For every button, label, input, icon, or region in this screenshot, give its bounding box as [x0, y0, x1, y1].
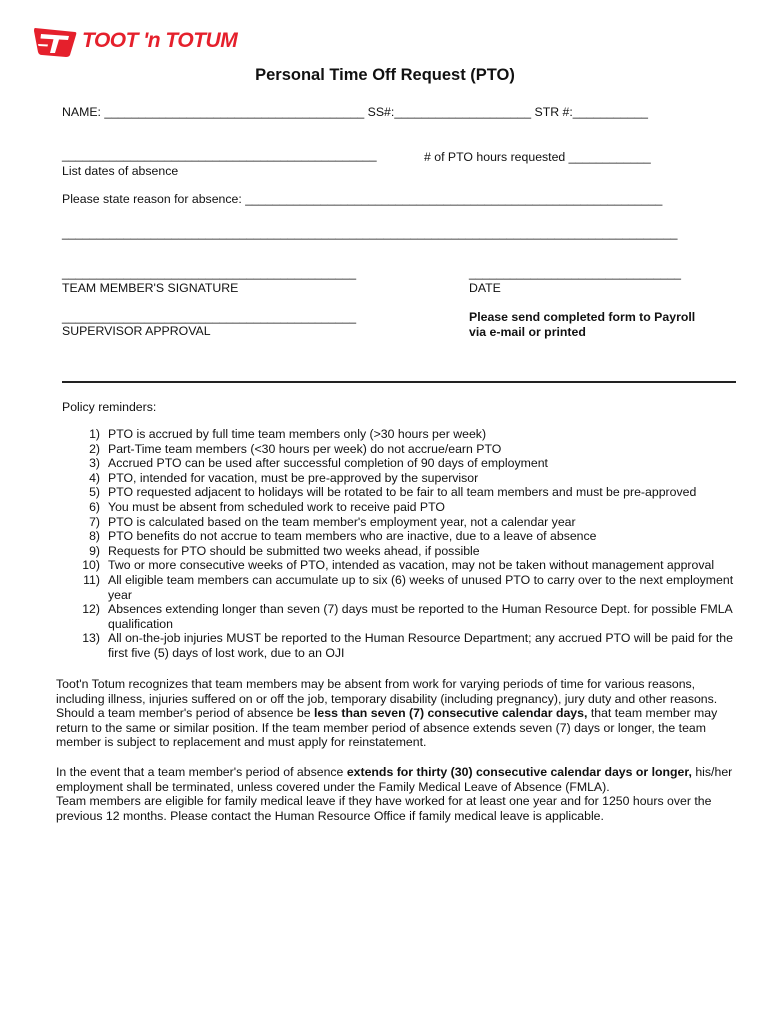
list-item-number: 5) — [89, 485, 100, 500]
list-item — [62, 544, 742, 559]
supervisor-approval-field[interactable]: ___________________________________________ — [62, 310, 357, 324]
list-item — [62, 573, 742, 602]
absence-dates-label: List dates of absence — [62, 164, 179, 178]
toot-n-totum-logo-icon — [32, 24, 78, 60]
list-item — [62, 529, 742, 544]
list-item-text: Requests for PTO should be submitted two weeks ahead, if possible — [108, 543, 480, 558]
paragraph-text: his/her employment shall be terminated, unless covered under the Family Medical Leave of Absence (FMLA). — [56, 765, 733, 794]
list-item — [62, 631, 742, 660]
policy-list — [62, 427, 742, 661]
list-item-number: 2) — [89, 441, 100, 456]
fmla-eligibility-text: Team members are eligible for family medical leave if they have worked for at least one year and for 1250 hours over the previous 12 months. Please contact the Human Resource Office if family medical leave is applicable. — [56, 794, 712, 823]
list-item-text: PTO is accrued by full time team members only (>30 hours per week) — [108, 427, 487, 441]
brand-wordmark: TOOT 'n TOTUM — [82, 29, 238, 52]
paragraph-text: Toot'n Totum recognizes that team members may be absent from work for varying periods of time for various reasons, including illness, injuries suffered on or off the job, temporary disability (including pregnancy), jury duty and other reasons. Should a team member's period of absence be — [56, 677, 718, 721]
list-item-text: PTO benefits do not accrue to team members who are inactive, due to a leave of absence — [108, 529, 597, 544]
signature-field[interactable]: ___________________________________________ — [62, 266, 357, 280]
list-item-text: PTO is calculated based on the team member's employment year, not a calendar year — [108, 514, 576, 529]
list-item-number: 1) — [89, 427, 100, 441]
list-item-number: 4) — [89, 470, 100, 485]
list-item-text: PTO, intended for vacation, must be pre-approved by the supervisor — [108, 470, 479, 485]
send-instructions-line1: Please send completed form to Payroll — [469, 310, 696, 324]
list-item-number: 11) — [83, 572, 100, 587]
absence-reason-field[interactable]: Please state reason for absence: _____________________________________________________________ — [62, 192, 663, 206]
paragraph-text: In the event that a team member's period of absence — [56, 765, 347, 779]
list-item-text: All eligible team members can accumulate up to six (6) weeks of unused PTO to carry over to the next employment year — [108, 572, 734, 602]
list-item — [62, 471, 742, 486]
list-item-number: 10) — [82, 558, 100, 573]
send-instructions-line2: via e-mail or printed — [469, 325, 586, 339]
supervisor-approval-label: SUPERVISOR APPROVAL — [62, 324, 211, 338]
paragraph-emphasis: less than seven (7) consecutive calendar days, — [314, 706, 588, 721]
list-item — [62, 456, 742, 471]
list-item-text: Part-Time team members (<30 hours per week) do not accrue/earn PTO — [108, 441, 502, 456]
list-item — [62, 442, 742, 457]
date-field[interactable]: _______________________________ — [469, 266, 682, 280]
policy-heading: Policy reminders: — [62, 400, 157, 414]
list-item-number: 6) — [89, 499, 100, 514]
list-item-number: 12) — [82, 602, 100, 617]
list-item — [62, 515, 742, 530]
list-item — [62, 500, 742, 515]
signature-label: TEAM MEMBER'S SIGNATURE — [62, 281, 239, 295]
list-item-text: Accrued PTO can be used after successful completion of 90 days of employment — [108, 456, 548, 471]
page-title: Personal Time Off Request (PTO) — [255, 66, 515, 84]
pto-hours-field[interactable]: # of PTO hours requested ____________ — [424, 150, 651, 164]
paragraph-text: that team member may return to the same or similar position. If the team member period of absence extends seven (7) days or longer, the team member is subject to replacement and must apply for reinstatement. — [56, 706, 718, 750]
termination-policy-paragraph — [56, 765, 736, 823]
absence-dates-field[interactable]: ______________________________________________ — [62, 148, 377, 162]
list-item-number: 13) — [82, 631, 100, 646]
list-item-text: All on-the-job injuries MUST be reported to the Human Resource Department; any accrued PTO will be paid for the first five (5) days of lost work, due to an OJI — [108, 631, 733, 660]
date-label: DATE — [469, 281, 501, 295]
list-item — [62, 602, 742, 631]
paragraph-emphasis: extends for thirty (30) consecutive calendar days or longer, — [346, 765, 692, 779]
list-item-text: Two or more consecutive weeks of PTO, intended as vacation, may not be taken without management approval — [108, 558, 715, 573]
list-item — [62, 558, 742, 573]
list-item-number: 8) — [89, 529, 100, 544]
name-ss-str-field[interactable]: NAME: ______________________________________ SS#:____________________ STR #:___________ — [62, 105, 649, 119]
list-item-number: 3) — [89, 456, 100, 471]
list-item — [62, 427, 742, 442]
section-divider — [62, 381, 736, 383]
list-item-text: Absences extending longer than seven (7) days must be reported to the Human Resource Dept. for possible FMLA qualification — [108, 602, 733, 631]
list-item — [62, 485, 742, 500]
absence-reason-field-line2[interactable]: __________________________________________________________________________________________ — [62, 226, 678, 240]
absence-policy-paragraph — [56, 677, 736, 750]
list-item-text: PTO requested adjacent to holidays will be rotated to be fair to all team members and must be pre-approved — [108, 485, 697, 500]
list-item-text: You must be absent from scheduled work to receive paid PTO — [108, 499, 445, 514]
list-item-number: 9) — [89, 543, 100, 558]
list-item-number: 7) — [89, 514, 100, 529]
